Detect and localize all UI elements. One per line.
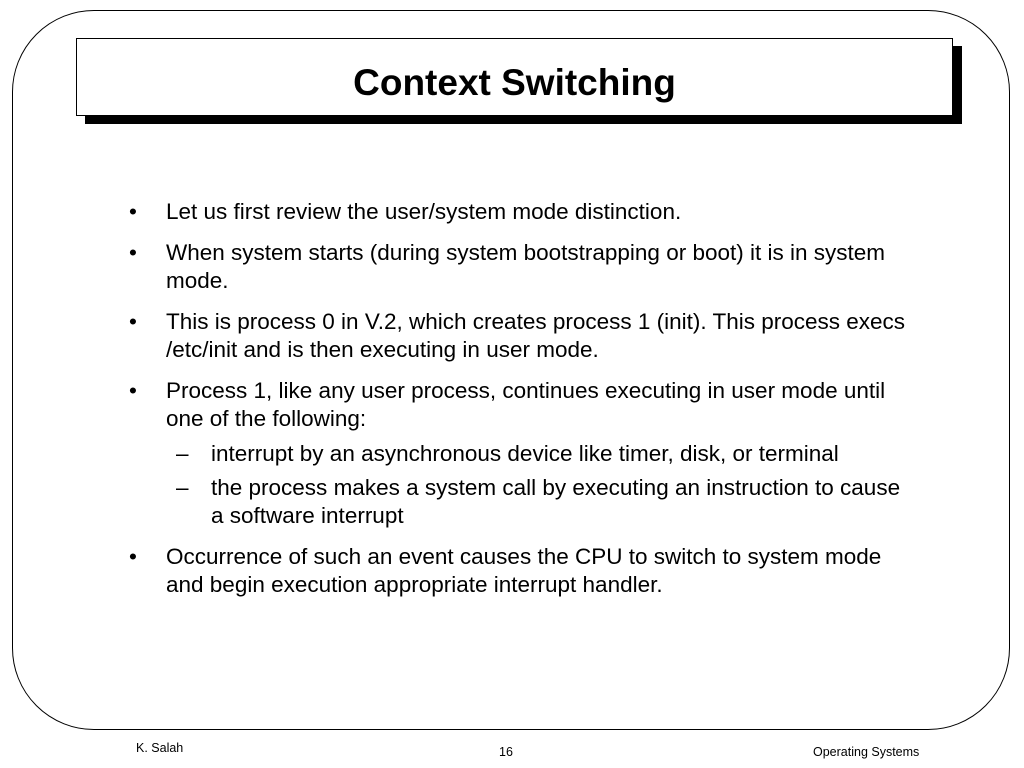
bullet-text: When system starts (during system bootstrapping or boot) it is in system mode.	[166, 240, 886, 293]
slide-title: Context Switching	[353, 62, 676, 103]
sub-bullet-item	[166, 474, 915, 530]
bullet-text: Occurrence of such an event causes the CPU to switch to system mode and begin execution appropriate interrupt handler.	[166, 544, 882, 597]
footer-author: K. Salah	[136, 741, 184, 755]
sub-bullet-text: interrupt by an asynchronous device like timer, disk, or terminal	[211, 441, 839, 466]
bullet-text: Process 1, like any user process, continues executing in user mode until one of the following:	[166, 378, 886, 431]
sub-bullet-list	[166, 440, 915, 530]
bullet-dot: •	[129, 378, 137, 403]
bullet-dot: •	[129, 199, 137, 224]
bullet-text: This is process 0 in V.2, which creates process 1 (init). This process execs /etc/init and is then executing in user mode.	[166, 309, 906, 362]
sub-bullet-dash: –	[176, 475, 189, 500]
bullet-item	[125, 239, 915, 295]
bullet-item	[125, 308, 915, 364]
sub-bullet-item	[166, 440, 915, 468]
sub-bullet-text: the process makes a system call by executing an instruction to cause a software interrupt	[211, 475, 901, 528]
footer-course: Operating Systems	[813, 745, 920, 759]
bullet-list	[125, 198, 915, 612]
bullet-item	[125, 543, 915, 599]
title-box	[76, 38, 953, 116]
bullet-item	[125, 377, 915, 530]
bullet-dot: •	[129, 309, 137, 334]
footer-page-number: 16	[499, 745, 513, 759]
bullet-text: Let us first review the user/system mode distinction.	[166, 199, 682, 224]
bullet-dot: •	[129, 240, 137, 265]
sub-bullet-dash: –	[176, 441, 189, 466]
bullet-dot: •	[129, 544, 137, 569]
bullet-item	[125, 198, 915, 226]
